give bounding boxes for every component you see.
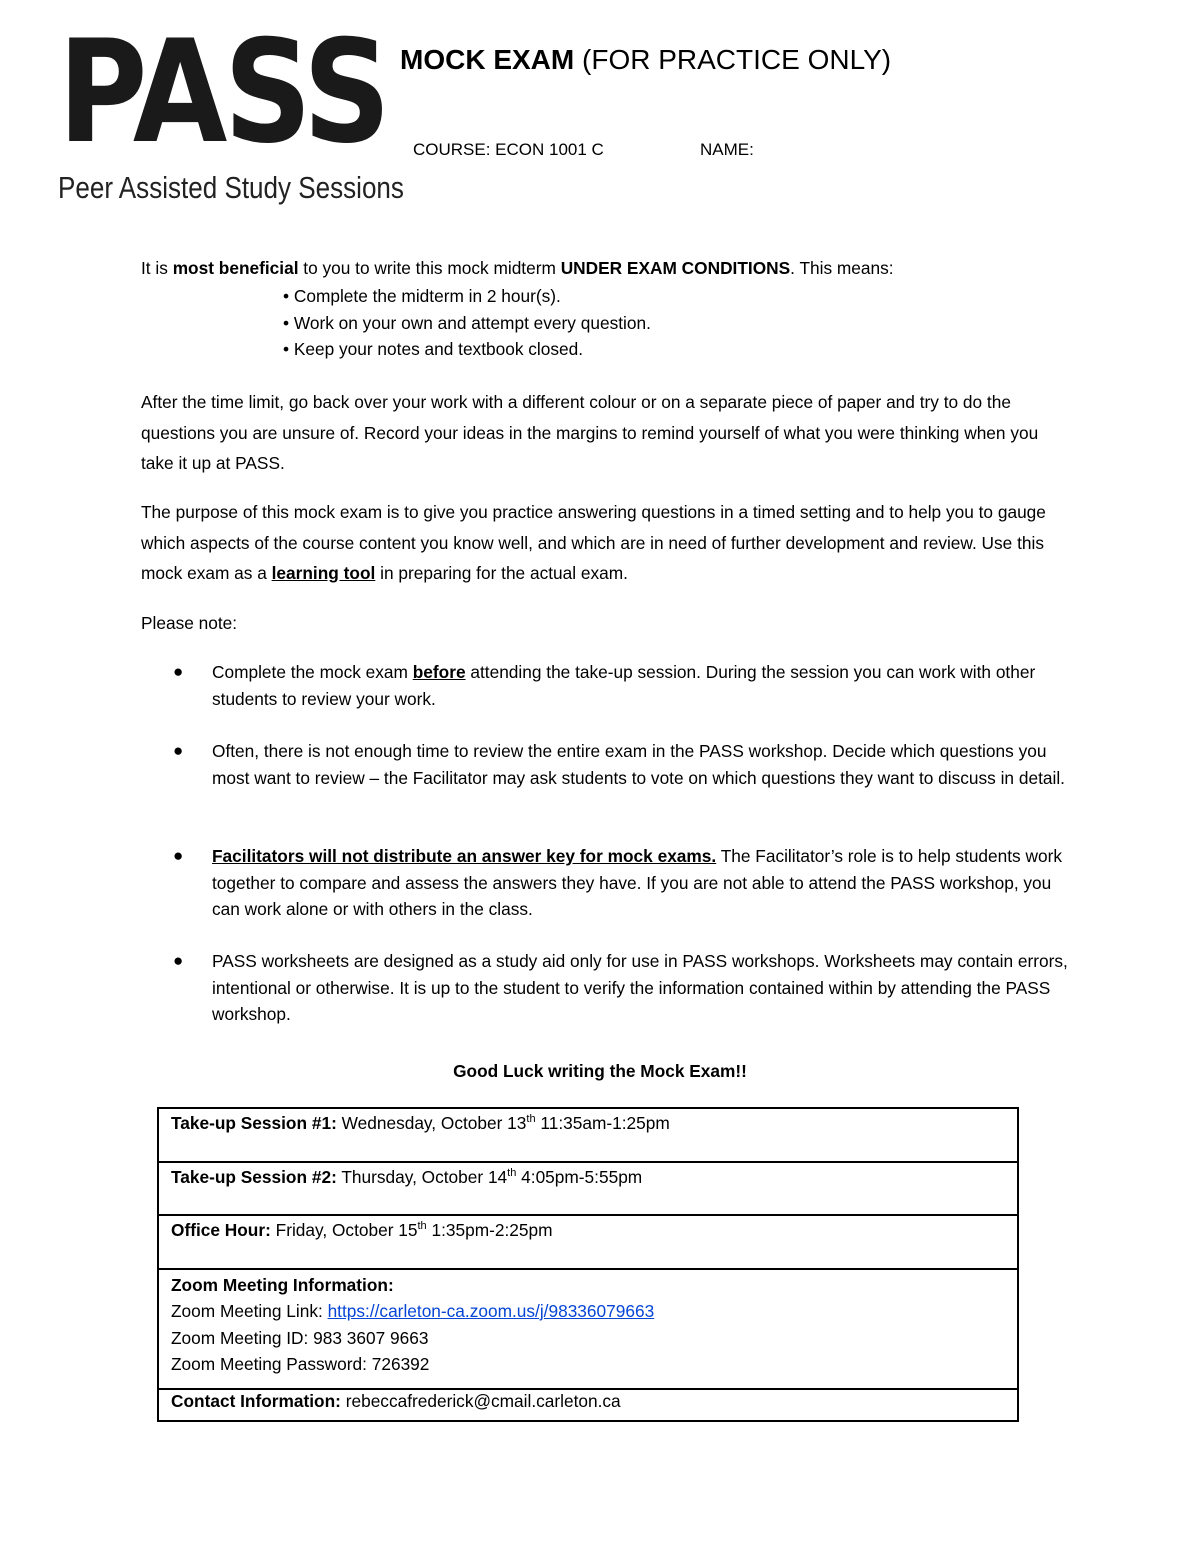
session-2-label: Take-up Session #2: <box>171 1166 337 1187</box>
session-2-date: Thursday, October 14 <box>336 1166 508 1187</box>
table-row <box>159 1109 1017 1163</box>
intro-bold-1: most beneficial <box>172 258 299 278</box>
list-item: • Keep your notes and textbook closed. <box>283 339 584 359</box>
ordinal-suffix: th <box>417 1220 427 1233</box>
note-item-4: PASS worksheets are designed as a study aid only for use in PASS workshops. Worksheets may contain errors, intentional or otherwise. It is up to the student to verify the information contained within by attending the PASS workshop. <box>212 951 1068 1024</box>
before-emphasis: before <box>412 662 466 682</box>
contact-label: Contact Information: <box>171 1390 341 1411</box>
ordinal-suffix: th <box>507 1166 517 1179</box>
page-title <box>400 44 891 76</box>
list-item: • Work on your own and attempt every question. <box>283 312 651 333</box>
note-item-3 <box>212 843 1072 923</box>
zoom-meeting-id: Zoom Meeting ID: 983 3607 9663 <box>171 1327 429 1348</box>
contact-email: rebeccafrederick@cmail.carleton.ca <box>340 1390 621 1411</box>
bullet-icon: ● <box>173 662 184 681</box>
session-1-date: Wednesday, October 13 <box>336 1113 527 1133</box>
note-item-1 <box>212 659 1072 712</box>
name-label: NAME: <box>700 140 754 159</box>
intro-text: It is <box>141 258 173 278</box>
pass-logo: PASS <box>58 10 388 175</box>
zoom-meeting-link[interactable]: https://carleton-ca.zoom.us/j/98336079663 <box>327 1301 655 1321</box>
purpose-text-2: in preparing for the actual exam. <box>375 563 628 583</box>
good-luck-heading: Good Luck writing the Mock Exam!! <box>453 1061 747 1081</box>
table-row <box>159 1163 1017 1217</box>
zoom-info-title: Zoom Meeting Information: <box>171 1274 394 1295</box>
title-bold: MOCK EXAM <box>400 44 575 75</box>
zoom-info-row <box>159 1270 1017 1390</box>
bullet-icon: ● <box>173 741 184 760</box>
course-label: COURSE: ECON 1001 C <box>413 140 604 159</box>
contact-row <box>159 1390 1017 1420</box>
session-1-label: Take-up Session #1: <box>171 1113 337 1133</box>
schedule-table <box>157 1107 1019 1422</box>
please-note-label: Please note: <box>141 613 238 633</box>
office-hour-time: 1:35pm-2:25pm <box>426 1220 553 1240</box>
no-answer-key-emphasis: Facilitators will not distribute an answer key for mock exams. <box>212 846 717 866</box>
learning-tool-emphasis: learning tool <box>271 563 376 583</box>
note-text: Complete the mock exam <box>212 662 413 682</box>
pass-logo-subtitle: Peer Assisted Study Sessions <box>58 170 404 205</box>
intro-bold-2: UNDER EXAM CONDITIONS <box>560 258 791 278</box>
note-item-2: Often, there is not enough time to review the entire exam in the PASS workshop. Decide which questions you most want to review – the Facilitator may ask students to vote on which questions they want to discuss in detail. <box>212 741 1065 788</box>
bullet-icon: ● <box>173 951 184 970</box>
after-paragraph: After the time limit, go back over your work with a different colour or on a separate piece of paper and try to do the questions you are unsure of. Record your ideas in the margins to remind yourself of what you were thinking when you take it up at PASS. <box>141 392 1039 473</box>
purpose-text: The purpose of this mock exam is to give you practice answering questions in a timed setting and to help you to gauge which aspects of the course content you know well, and which are in need of further development and review. Use this mock exam as a <box>141 502 1046 583</box>
ordinal-suffix: th <box>526 1113 536 1126</box>
exam-conditions-list <box>283 283 651 363</box>
session-2-time: 4:05pm-5:55pm <box>516 1166 643 1187</box>
note-text-2: attending the take-up session. During the session you can work with other students to review your work. <box>212 662 1036 709</box>
purpose-paragraph <box>141 497 1071 589</box>
session-1-time: 11:35am-1:25pm <box>535 1113 670 1133</box>
intro-text-2: to you to write this mock midterm <box>298 258 561 278</box>
bullet-icon: ● <box>173 846 184 865</box>
zoom-link-label: Zoom Meeting Link: <box>171 1301 328 1321</box>
office-hour-label: Office Hour: <box>171 1220 271 1240</box>
note-text: The Facilitator’s role is to help students work together to compare and assess the answers they have. If you are not able to attend the PASS workshop, you can work alone or with others in the class. <box>212 846 1062 919</box>
title-rest: (FOR PRACTICE ONLY) <box>574 44 892 75</box>
office-hour-date: Friday, October 15 <box>270 1220 418 1240</box>
intro-text-3: . This means: <box>790 258 894 278</box>
zoom-meeting-password: Zoom Meeting Password: 726392 <box>171 1354 430 1374</box>
list-item: • Complete the midterm in 2 hour(s). <box>283 286 561 306</box>
table-row <box>159 1216 1017 1270</box>
intro-paragraph <box>141 253 1091 284</box>
